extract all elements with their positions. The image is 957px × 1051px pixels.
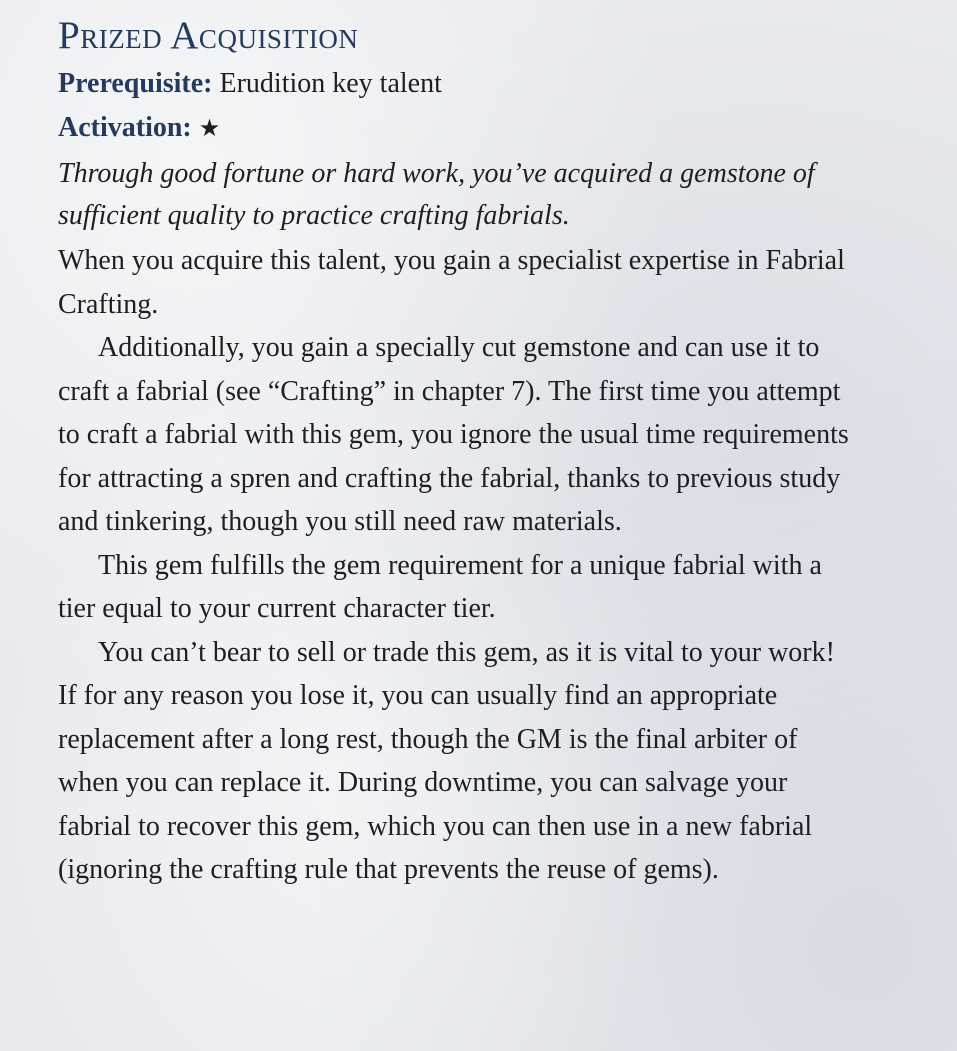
activation-line [58,106,938,150]
activation-label: Activation: [58,112,192,143]
body-paragraph-1: When you acquire this talent, you gain a specialist expertise in Fabrial Crafting. [58,245,845,320]
talent-entry [58,10,938,892]
star-icon: ★ [198,114,221,142]
prerequisite-label: Prerequisite: [58,68,213,99]
prerequisite-line [58,62,938,106]
flavor-text: Through good fortune or hard work, you’ve acquired a gemstone of sufficient quality to practice crafting fabrials. [58,158,815,231]
body-paragraph-3: This gem fulfills the gem requirement for a unique fabrial with a tier equal to your current character tier. [58,549,822,624]
prerequisite-value: Erudition key talent [219,68,442,99]
body-paragraph-2: Additionally, you gain a specially cut gemstone and can use it to craft a fabrial (see “Crafting” in chapter 7). The first time you attempt to craft a fabrial with this gem, you ignore the usual time requirements for attracting a spren and crafting the fabrial, thanks to previous study and tinkering, though you still need raw materials. [58,332,849,537]
talent-title: Prized Acquisition [58,14,359,57]
body-paragraph-4: You can’t bear to sell or trade this gem, as it is vital to your work! If for any reason you lose it, you can usually find an appropriate replacement after a long rest, though the GM is the final arbiter of when you can replace it. During downtime, you can salvage your fabrial to recover this gem, which you can then use in a new fabrial (ignoring the crafting rule that prevents the reuse of gems). [58,636,835,885]
